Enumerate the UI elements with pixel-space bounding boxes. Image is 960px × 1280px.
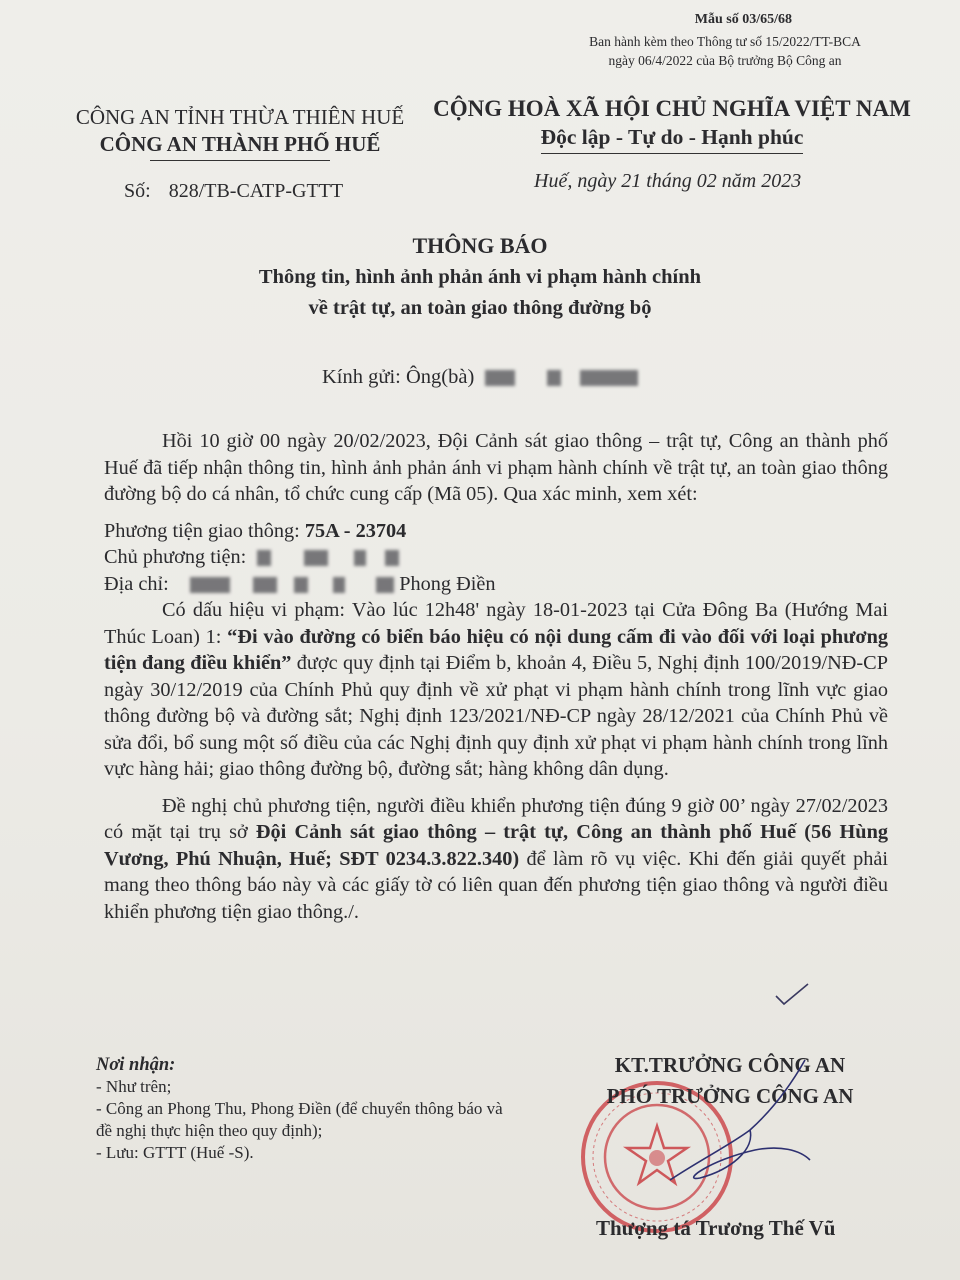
title-main: THÔNG BÁO (412, 233, 548, 258)
vehicle-plate: 75A - 23704 (304, 519, 407, 542)
owner-label: Chủ phương tiện: (104, 546, 247, 568)
title-sub-2: về trật tự, an toàn giao thông đường bộ (308, 297, 652, 319)
issuing-authority (40, 104, 440, 161)
address-label: Địa chỉ: (104, 572, 169, 595)
redacted-owner (385, 550, 399, 566)
request-paragraph (104, 793, 888, 926)
recipient-item: - Như trên; (96, 1077, 172, 1096)
redacted-name (580, 370, 638, 386)
place-date: Huế, ngày 21 tháng 02 năm 2023 (534, 170, 802, 192)
signer-name: Thượng tá Trương Thế Vũ (596, 1216, 836, 1240)
redacted-address (294, 577, 308, 593)
document-number-value: 828/TB-CATP-GTTT (168, 180, 344, 202)
violation-paragraph (104, 597, 888, 783)
redacted-name (485, 370, 515, 386)
vehicle-line (104, 518, 888, 545)
document-body (104, 428, 888, 925)
form-note-line-2: ngày 06/4/2022 của Bộ trưởng Bộ Công an (608, 53, 842, 68)
checkmark-icon (772, 980, 812, 1010)
signature-title-1: KT.TRƯỞNG CÔNG AN (614, 1053, 846, 1077)
redacted-owner (304, 550, 328, 566)
redacted-name (547, 370, 561, 386)
form-note-line-1: Ban hành kèm theo Thông tư số 15/2022/TT-BCA (589, 34, 861, 49)
document-number (124, 180, 343, 203)
violation-intro: Có dấu hiệu vi phạm: Vào lúc 12h48' ngày 18-01-2023 tại Cửa Đông Ba (Hướng Mai Thúc Loan) 1: (104, 599, 888, 648)
request-intro: Đề nghị chủ phương tiện, người điều khiển phương tiện đúng 9 giờ 00’ ngày 27/02/2023 có mặt tại trụ sở (104, 794, 888, 843)
violation-legal-basis: được quy định tại Điểm b, khoản 4, Điều 5, Nghị định 100/2019/NĐ-CP ngày 30/12/2019 của Chính Phủ quy định về xử phạt vi phạm hành chính trong lĩnh vực giao thông đường bộ và đường sắt; Nghị định 123/2021/NĐ-CP ngày 28/12/2021 của Chính Phủ về sửa đổi, bổ sung một số điều của các Nghị định quy định xử phạt vi phạm hành chính trong lĩnh vực hàng hải; giao thông đường bộ, đường sắt; hàng không dân dụng. (104, 652, 888, 780)
document-number-label: Số: (124, 180, 151, 202)
form-number: Mẫu số 03/65/68 (694, 12, 792, 27)
organization: CÔNG AN THÀNH PHỐ HUẾ (99, 132, 381, 156)
redacted-address (333, 577, 345, 593)
recipient-item: - Công an Phong Thu, Phong Điền (để chuyển thông báo và đề nghị thực hiện theo quy định); (96, 1099, 503, 1140)
handwritten-signature (660, 1050, 860, 1230)
signature-title-2: PHÓ TRƯỞNG CÔNG AN (606, 1084, 854, 1108)
violation-description: “Đi vào đường có biển báo hiệu có nội dung cấm đi vào đối với loại phương tiện đang điều khiển” (104, 625, 888, 674)
address-tail: Phong Điền (399, 572, 496, 595)
redacted-address (376, 577, 394, 593)
address-line (104, 571, 888, 598)
form-note (560, 32, 890, 70)
parent-organization: CÔNG AN TỈNH THỪA THIÊN HUẾ (75, 105, 405, 129)
intro-paragraph: Hồi 10 giờ 00 ngày 20/02/2023, Đội Cảnh sát giao thông – trật tự, Công an thành phố Huế đã tiếp nhận thông tin, hình ảnh phản ánh vi phạm hành chính về trật tự, an toàn giao thông đường bộ do cá nhân, tổ chức cung cấp (Mã 05). Qua xác minh, xem xét: (104, 430, 888, 505)
redacted-address (190, 577, 230, 593)
greeting-text: Kính gửi: Ông(bà) (322, 366, 475, 388)
document-title (0, 230, 960, 324)
recipient-item: - Lưu: GTTT (Huế -S). (96, 1143, 254, 1162)
title-sub-1: Thông tin, hình ảnh phản ánh vi phạm hành chính (258, 266, 702, 288)
greeting (322, 366, 638, 389)
vehicle-label: Phương tiện giao thông: (104, 519, 300, 542)
request-location: Đội Cảnh sát giao thông – trật tự, Công an thành phố Huế (56 Hùng Vương, Phú Nhuận, Huế; SĐT 0234.3.822.340) (104, 821, 888, 870)
redacted-owner (257, 550, 271, 566)
redacted-address (253, 577, 277, 593)
recipients-heading: Nơi nhận: (96, 1055, 176, 1075)
recipients (96, 1054, 516, 1164)
national-header (432, 94, 912, 154)
redacted-owner (354, 550, 366, 566)
request-details: để làm rõ vụ việc. Khi đến giải quyết phải mang theo thông báo này và các giấy tờ có liên quan đến phương tiện giao thông và người điều khiển phương tiện giao thông./. (104, 847, 888, 923)
national-motto: Độc lập - Tự do - Hạnh phúc (541, 123, 804, 154)
owner-line (104, 544, 888, 571)
nation-name: CỘNG HOÀ XÃ HỘI CHỦ NGHĨA VIỆT NAM (433, 96, 911, 121)
organization-underline (150, 160, 330, 161)
